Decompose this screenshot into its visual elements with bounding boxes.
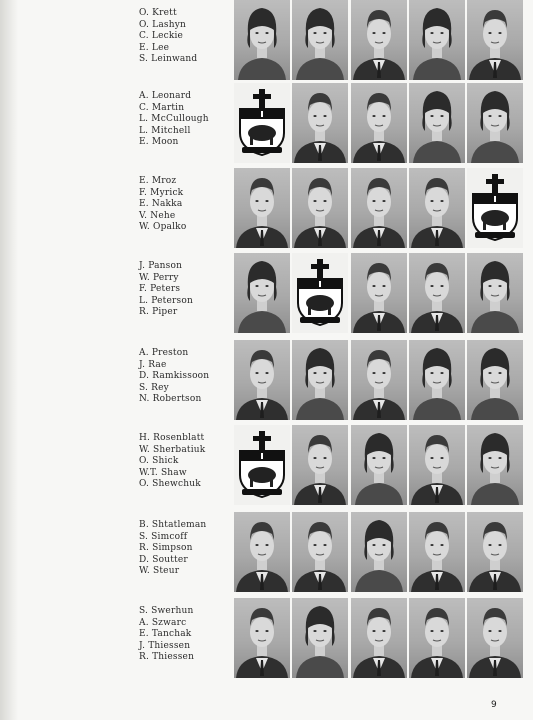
staff-portrait — [351, 253, 407, 333]
staff-name: S. Leinwand — [139, 54, 198, 65]
staff-group — [0, 0, 533, 84]
staff-name: E. Tanchak — [139, 629, 192, 640]
staff-name: J. Panson — [139, 261, 183, 271]
staff-portrait — [467, 0, 523, 80]
staff-portrait — [292, 168, 348, 248]
name-list — [139, 348, 209, 406]
staff-portrait — [234, 598, 290, 678]
staff-group — [0, 512, 533, 596]
crest-placeholder-image — [467, 168, 523, 248]
staff-portrait — [409, 425, 465, 505]
staff-portrait — [467, 512, 523, 592]
staff-portrait — [292, 512, 348, 592]
staff-portrait — [409, 253, 465, 333]
staff-name: E. Moon — [139, 137, 179, 148]
crest-placeholder-image — [292, 253, 348, 333]
staff-name: A. Leonard — [139, 91, 192, 101]
staff-portrait — [409, 0, 465, 80]
staff-name: J. Thiessen — [139, 640, 191, 651]
staff-portrait — [292, 340, 348, 420]
staff-portrait — [409, 598, 465, 678]
staff-name: N. Robertson — [139, 394, 202, 405]
staff-name: R. Simpson — [139, 543, 193, 554]
staff-name: W. Sherbatiuk — [139, 444, 206, 455]
staff-name: W. Opalko — [139, 222, 187, 233]
staff-name: O. Lashyn — [139, 19, 187, 30]
staff-name: W. Perry — [139, 272, 179, 283]
staff-name: F. Peters — [139, 284, 181, 295]
staff-group — [0, 340, 533, 424]
staff-portrait — [351, 340, 407, 420]
staff-name: D. Soutter — [139, 554, 188, 565]
name-list — [139, 606, 194, 664]
staff-name: L. Peterson — [139, 295, 193, 306]
staff-portrait — [409, 340, 465, 420]
staff-name: D. Ramkissoon — [139, 371, 210, 382]
staff-portrait — [409, 83, 465, 163]
name-list — [139, 8, 197, 66]
staff-name: J. Rae — [139, 359, 167, 370]
crest-placeholder-image — [234, 83, 290, 163]
staff-name: E. Lee — [139, 42, 170, 53]
staff-name: O. Shewchuk — [139, 479, 201, 490]
staff-name: W.T. Shaw — [139, 467, 187, 478]
staff-portrait — [467, 253, 523, 333]
staff-portrait — [351, 0, 407, 80]
staff-name: A. Szwarc — [139, 617, 187, 628]
staff-portrait — [409, 512, 465, 592]
staff-portrait — [234, 253, 290, 333]
staff-name: S. Simcoff — [139, 531, 188, 542]
staff-name: O. Krett — [139, 8, 177, 18]
staff-portrait — [234, 168, 290, 248]
staff-portrait — [292, 598, 348, 678]
staff-portrait — [351, 83, 407, 163]
page-number: 9 — [491, 700, 497, 710]
staff-group — [0, 253, 533, 337]
staff-portrait — [467, 598, 523, 678]
staff-portrait — [234, 512, 290, 592]
staff-group — [0, 168, 533, 252]
staff-portrait — [292, 0, 348, 80]
staff-portrait — [292, 425, 348, 505]
staff-name: C. Martin — [139, 102, 185, 113]
staff-portrait — [351, 168, 407, 248]
staff-name: L. McCullough — [139, 114, 209, 125]
staff-name: L. Mitchell — [139, 125, 191, 136]
staff-group — [0, 425, 533, 509]
staff-name: R. Thiessen — [139, 652, 195, 663]
staff-name: B. Shtatleman — [139, 520, 207, 530]
name-list — [139, 176, 186, 234]
staff-portrait — [351, 512, 407, 592]
staff-name: W. Steur — [139, 566, 180, 577]
staff-group — [0, 83, 533, 167]
staff-portrait — [234, 340, 290, 420]
staff-portrait — [467, 83, 523, 163]
staff-name: F. Myrick — [139, 187, 184, 198]
name-list — [139, 261, 193, 319]
staff-name: R. Piper — [139, 307, 178, 318]
staff-portrait — [292, 83, 348, 163]
staff-name: S. Rey — [139, 382, 169, 393]
staff-name: E. Mroz — [139, 176, 177, 186]
staff-portrait — [409, 168, 465, 248]
staff-name: A. Preston — [139, 348, 189, 358]
staff-portrait — [467, 425, 523, 505]
name-list — [139, 433, 205, 491]
staff-group — [0, 598, 533, 682]
staff-name: C. Leckie — [139, 31, 184, 42]
crest-placeholder-image — [234, 425, 290, 505]
staff-portrait — [351, 425, 407, 505]
staff-portrait — [234, 0, 290, 80]
staff-name: E. Nakka — [139, 199, 183, 210]
staff-name: O. Shick — [139, 456, 179, 467]
staff-portrait — [351, 598, 407, 678]
name-list — [139, 520, 206, 578]
staff-name: S. Swerhun — [139, 606, 194, 616]
staff-name: H. Rosenblatt — [139, 433, 205, 443]
staff-portrait — [467, 340, 523, 420]
name-list — [139, 91, 209, 149]
staff-name: V. Nehe — [139, 210, 176, 221]
